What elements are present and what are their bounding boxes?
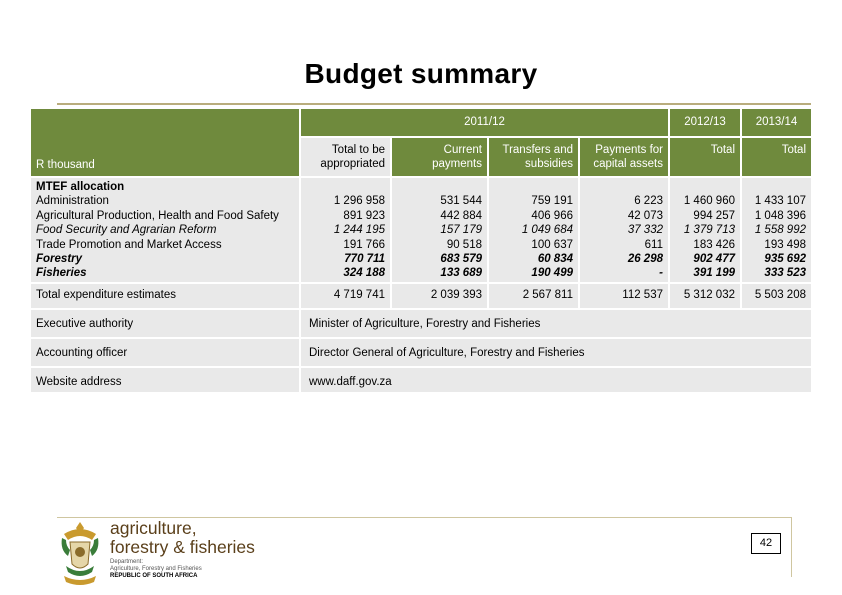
info-value[interactable] bbox=[301, 368, 811, 392]
total-cell: 5 312 032 bbox=[670, 284, 740, 308]
table-cell: 324 188 bbox=[343, 267, 385, 280]
year-header-2012: 2012/13 bbox=[670, 109, 740, 136]
table-cell: 157 179 bbox=[440, 224, 482, 237]
table-cell: 611 bbox=[644, 238, 663, 251]
website-link[interactable]: www.daff.gov.za bbox=[309, 376, 392, 388]
programme-label: Food Security and Agrarian Reform bbox=[36, 224, 217, 237]
table-cell: 770 711 bbox=[344, 253, 385, 266]
table-cell: 100 637 bbox=[531, 238, 573, 251]
total-cell: 5 503 208 bbox=[742, 284, 811, 308]
table-cell: 6 223 bbox=[634, 195, 663, 208]
column-header: Payments for capital assets bbox=[580, 138, 668, 176]
coat-of-arms-icon bbox=[58, 520, 102, 588]
total-cell: 112 537 bbox=[580, 284, 668, 308]
table-cell: 994 257 bbox=[693, 209, 735, 222]
column-header: Total bbox=[742, 138, 811, 176]
table-cell: 42 073 bbox=[627, 209, 663, 222]
table-cell: 26 298 bbox=[627, 253, 663, 266]
info-label: Website address bbox=[31, 368, 299, 392]
table-cell: 1 244 195 bbox=[333, 224, 385, 237]
page-number: 42 bbox=[751, 533, 781, 554]
footer-divider-vertical bbox=[791, 517, 792, 577]
table-cell: 1 049 684 bbox=[521, 224, 573, 237]
table-cell: 1 296 958 bbox=[333, 195, 385, 208]
column-header: Current payments bbox=[392, 138, 487, 176]
table-cell: 333 523 bbox=[764, 267, 806, 280]
unit-label: R thousand bbox=[36, 159, 95, 171]
programme-label: Trade Promotion and Market Access bbox=[36, 238, 222, 251]
table-cell: 683 579 bbox=[440, 253, 482, 266]
table-cell: 1 433 107 bbox=[754, 195, 806, 208]
table-cell: 1 048 396 bbox=[754, 209, 806, 222]
values-column bbox=[742, 178, 811, 282]
table-cell: 1 379 713 bbox=[683, 224, 735, 237]
table-cell: 190 499 bbox=[531, 267, 573, 280]
table-cell: 90 518 bbox=[446, 238, 482, 251]
table-cell: 1 460 960 bbox=[683, 195, 735, 208]
table-cell: 60 834 bbox=[537, 253, 573, 266]
column-header: Transfers and subsidies bbox=[489, 138, 578, 176]
table-cell: 935 692 bbox=[764, 253, 806, 266]
values-column bbox=[580, 178, 668, 282]
total-cell: 2 039 393 bbox=[392, 284, 487, 308]
info-label: Executive authority bbox=[31, 310, 299, 337]
table-cell: 193 498 bbox=[764, 238, 806, 251]
totals-label: Total expenditure estimates bbox=[31, 284, 299, 308]
allocation-labels bbox=[31, 178, 299, 282]
table-cell: 442 884 bbox=[440, 209, 482, 222]
brand-line-1: agriculture, bbox=[110, 518, 197, 538]
column-header: Total bbox=[670, 138, 740, 176]
programme-label: Agricultural Production, Health and Food Safety bbox=[36, 209, 279, 222]
programme-label: Administration bbox=[36, 195, 109, 208]
table-cell: 406 966 bbox=[531, 209, 573, 222]
values-column bbox=[670, 178, 740, 282]
table-cell: 391 199 bbox=[693, 267, 735, 280]
table-cell: 191 766 bbox=[343, 238, 385, 251]
values-column bbox=[301, 178, 390, 282]
year-header-2011: 2011/12 bbox=[301, 109, 668, 136]
brand-wordmark bbox=[110, 519, 255, 557]
table-cell: 531 544 bbox=[440, 195, 482, 208]
values-column bbox=[489, 178, 578, 282]
total-cell: 2 567 811 bbox=[489, 284, 578, 308]
table-cell: 759 191 bbox=[531, 195, 573, 208]
allocation-heading: MTEF allocation bbox=[36, 181, 125, 193]
table-cell: 183 426 bbox=[693, 238, 735, 251]
programme-label: Fisheries bbox=[36, 267, 87, 280]
table-cell: - bbox=[659, 267, 663, 280]
values-column bbox=[392, 178, 487, 282]
table-cell: 1 558 992 bbox=[754, 224, 806, 237]
header-unit-cell bbox=[31, 109, 299, 176]
info-value: Minister of Agriculture, Forestry and Fisheries bbox=[301, 310, 811, 337]
programme-label: Forestry bbox=[36, 253, 83, 266]
column-header: Total to be appropriated bbox=[301, 138, 390, 176]
table-cell: 133 689 bbox=[440, 267, 482, 280]
title-divider bbox=[57, 103, 811, 105]
year-header-2013: 2013/14 bbox=[742, 109, 811, 136]
info-value: Director General of Agriculture, Forestry and Fisheries bbox=[301, 339, 811, 366]
page-title: Budget summary bbox=[304, 58, 538, 89]
brand-line-2: forestry & fisheries bbox=[110, 537, 255, 557]
info-label: Accounting officer bbox=[31, 339, 299, 366]
total-cell: 4 719 741 bbox=[301, 284, 390, 308]
department-text: Department: Agriculture, Forestry and Fisheries REPUBLIC OF SOUTH AFRICA bbox=[110, 559, 202, 579]
table-cell: 37 332 bbox=[627, 224, 663, 237]
table-cell: 891 923 bbox=[343, 209, 385, 222]
table-cell: 902 477 bbox=[693, 253, 735, 266]
